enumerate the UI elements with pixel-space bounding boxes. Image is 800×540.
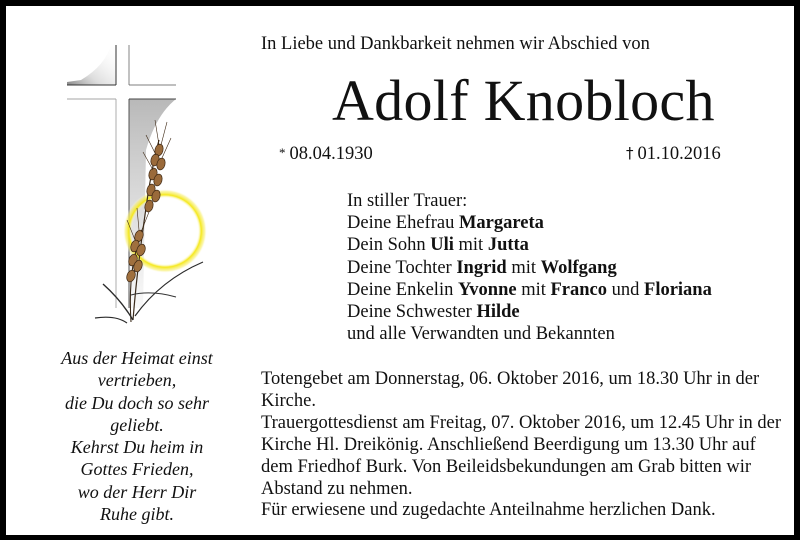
funeral-notice: Trauergottesdienst am Freitag, 07. Oktober 2016, um 12.45 Uhr in der Kirche Hl. Dreikönig. Anschließend Beerdigung um 13.30 Uhr auf dem Friedhof Burk. Von Beileidsbekundungen am Grab bitten wir Abstand zu nehmen. (261, 412, 781, 499)
memorial-poem (28, 347, 246, 525)
poem-line: die Du doch so sehr (65, 392, 209, 413)
mourner-line: Dein Sohn Uli mit Jutta (347, 235, 529, 256)
poem-line: geliebt. (110, 414, 164, 435)
poem-line: Ruhe gibt. (100, 504, 174, 525)
intro-line: In Liebe und Dankbarkeit nehmen wir Abschied von (261, 34, 650, 54)
poem-line: vertrieben, (97, 370, 177, 391)
poem-line: wo der Herr Dir (77, 481, 197, 502)
thanks-notice: Für erwiesene und zugedachte Anteilnahme herzlichen Dank. (261, 500, 716, 521)
mourner-line: Deine Schwester Hilde (347, 302, 520, 323)
mourner-line: Deine Tochter Ingrid mit Wolfgang (347, 257, 617, 278)
mourners-closing: und alle Verwandten und Bekannten (347, 324, 615, 345)
mourner-line: Deine Enkelin Yvonne mit Franco und Floriana (347, 279, 712, 300)
prayer-notice: Totengebet am Donnerstag, 06. Oktober 2016, um 18.30 Uhr in der Kirche. (261, 369, 760, 411)
death-cross-icon: † (626, 144, 634, 162)
poem-line: Kehrst Du heim in (70, 437, 204, 458)
birth-date (279, 142, 373, 165)
service-notice (261, 369, 786, 522)
poem-line: Gottes Frieden, (80, 459, 194, 480)
birth-star-icon: * (279, 145, 286, 160)
mourner-line: Deine Ehefrau Margareta (347, 213, 544, 234)
death-date-value: 01.10.2016 (637, 144, 721, 164)
cross-wheat-sun-artwork (61, 40, 221, 330)
deceased-name: Adolf Knobloch (332, 68, 715, 133)
death-date (626, 142, 721, 165)
birth-date-value: 08.04.1930 (289, 144, 373, 164)
mourners-intro: In stiller Trauer: (347, 191, 468, 211)
poem-line: Aus der Heimat einst (61, 348, 213, 368)
mourners-list (347, 190, 712, 345)
